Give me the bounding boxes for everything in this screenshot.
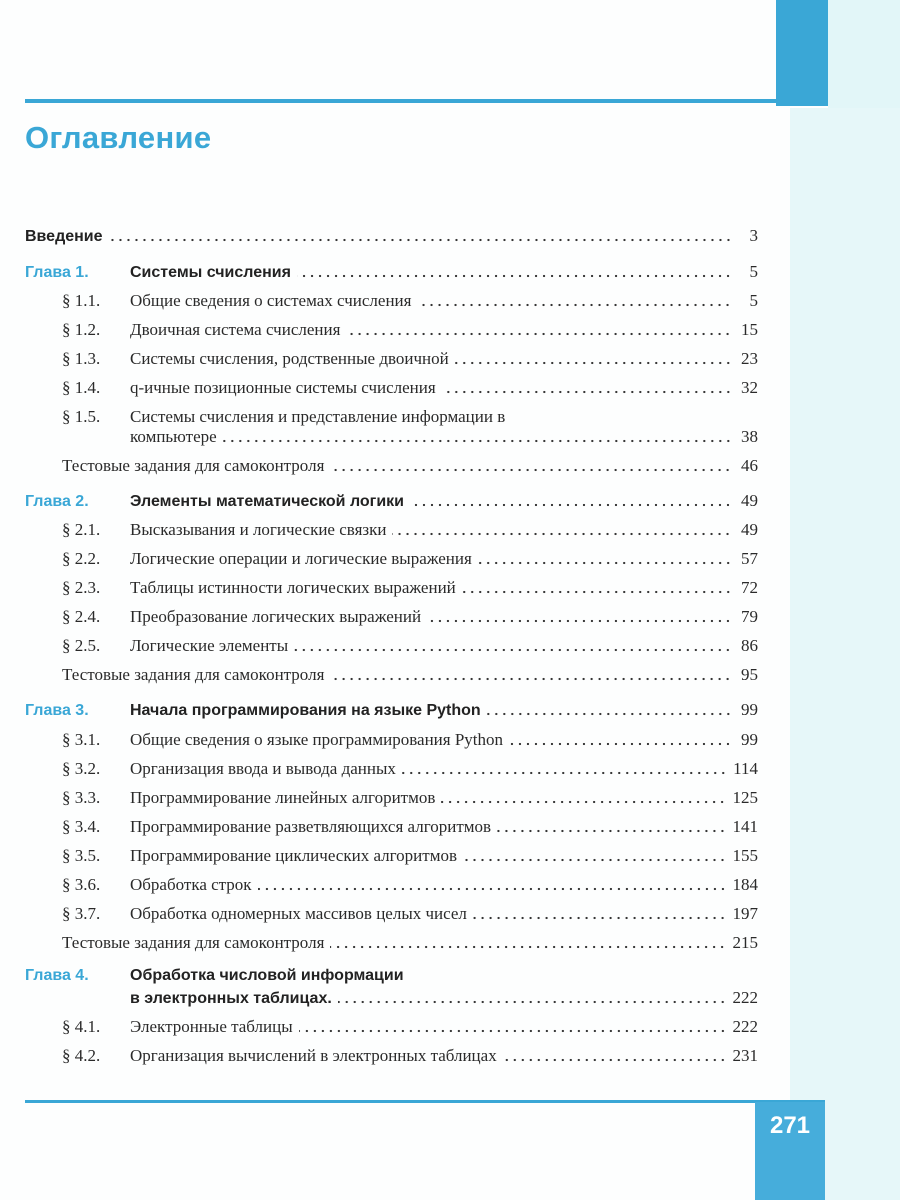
entry-label: § 2.1. xyxy=(62,520,101,539)
dot-leader xyxy=(402,771,727,775)
entry-page: 32 xyxy=(741,378,758,397)
entry-title: Программирование линейных алгоритмов xyxy=(130,788,436,807)
dot-leader xyxy=(330,468,732,472)
entry-title: Электронные таблицы xyxy=(130,1017,293,1036)
dot-leader xyxy=(487,712,732,716)
dot-leader xyxy=(441,800,726,804)
entry-page: 99 xyxy=(741,700,758,719)
toc-entry[interactable] xyxy=(25,728,758,750)
dot-leader xyxy=(497,829,726,833)
entry-title: Тестовые задания для самоконтроля xyxy=(62,456,325,475)
entry-title: Тестовые задания для самоконтроля xyxy=(62,665,325,684)
toc-entry[interactable] xyxy=(25,931,758,953)
entry-title: Введение xyxy=(25,228,103,245)
entry-label: Глава 2. xyxy=(25,493,89,510)
entry-label: § 1.4. xyxy=(62,378,101,397)
entry-title: Обработка числовой информации xyxy=(130,967,404,984)
entry-title: Логические элементы xyxy=(130,636,289,655)
entry-page: 5 xyxy=(749,291,758,310)
entry-label: § 1.2. xyxy=(62,320,101,339)
entry-page: 155 xyxy=(732,846,758,865)
dot-leader xyxy=(330,945,726,949)
dot-leader xyxy=(346,332,732,336)
entry-page: 38 xyxy=(741,427,758,446)
entry-page: 49 xyxy=(741,491,758,510)
entry-label: § 2.4. xyxy=(62,607,101,626)
entry-label: § 3.2. xyxy=(62,759,101,778)
dot-leader xyxy=(478,561,732,565)
dot-leader xyxy=(294,648,732,652)
toc-entry[interactable] xyxy=(25,489,758,511)
toc-entry[interactable] xyxy=(25,605,758,627)
entry-page: 5 xyxy=(749,262,758,281)
entry-page: 95 xyxy=(741,665,758,684)
entry-title: Общие сведения о языке программирования Python xyxy=(130,730,504,749)
toc-entry-line1[interactable] xyxy=(25,963,758,985)
entry-title: Обработка строк xyxy=(130,875,252,894)
entry-title: Программирование разветвляющихся алгоритмов xyxy=(130,817,492,836)
toc-entry[interactable] xyxy=(25,425,758,447)
dot-leader xyxy=(330,677,732,681)
entry-label: § 3.7. xyxy=(62,904,101,923)
entry-page: 197 xyxy=(732,904,758,923)
entry-title: Преобразование логических выражений xyxy=(130,607,422,626)
entry-page: 49 xyxy=(741,520,758,539)
dot-leader xyxy=(299,1029,727,1033)
toc-entry[interactable] xyxy=(25,873,758,895)
entry-page: 46 xyxy=(741,456,758,475)
entry-page: 3 xyxy=(749,226,758,245)
toc-entry[interactable] xyxy=(25,815,758,837)
entry-label: § 3.5. xyxy=(62,846,101,865)
entry-label: Глава 1. xyxy=(25,264,89,281)
entry-title: Обработка одномерных массивов целых чисел xyxy=(130,904,467,923)
entry-page: 72 xyxy=(741,578,758,597)
entry-title: q-ичные позиционные системы счисления xyxy=(130,378,436,397)
entry-title: Общие сведения о системах счисления xyxy=(130,291,412,310)
toc-entry[interactable] xyxy=(25,376,758,398)
entry-page: 86 xyxy=(741,636,758,655)
entry-title-cont: компьютере xyxy=(130,427,217,446)
bottom-rule xyxy=(25,1100,825,1103)
entry-page: 125 xyxy=(732,788,758,807)
entry-title: Программирование циклических алгоритмов xyxy=(130,846,457,865)
dot-leader xyxy=(463,858,727,862)
dot-leader xyxy=(503,1058,727,1062)
dot-leader xyxy=(455,361,732,365)
toc-entry[interactable] xyxy=(25,757,758,779)
dot-leader xyxy=(338,1000,727,1004)
entry-page: 222 xyxy=(732,1017,758,1036)
toc-entry[interactable] xyxy=(25,454,758,476)
entry-label: § 3.4. xyxy=(62,817,101,836)
toc-entry[interactable] xyxy=(25,1015,758,1037)
entry-title-cont: в электронных таблицах. xyxy=(130,990,332,1007)
entry-title: Организация ввода и вывода данных xyxy=(130,759,396,778)
toc-entry[interactable] xyxy=(25,698,758,720)
entry-label: § 4.2. xyxy=(62,1046,101,1065)
entry-label: § 2.3. xyxy=(62,578,101,597)
entry-title: Логические операции и логические выражения xyxy=(130,549,472,568)
entry-title: Тестовые задания для самоконтроля xyxy=(62,933,325,952)
header-tab xyxy=(776,0,828,106)
page-edge-band-lower xyxy=(790,108,900,1200)
entry-title: Таблицы истинности логических выражений xyxy=(130,578,456,597)
dot-leader xyxy=(462,590,732,594)
entry-page: 57 xyxy=(741,549,758,568)
top-rule xyxy=(25,99,828,103)
entry-page: 215 xyxy=(732,933,758,952)
entry-page: 141 xyxy=(732,817,758,836)
entry-page: 231 xyxy=(732,1046,758,1065)
toc-entry[interactable] xyxy=(25,663,758,685)
entry-label: § 3.3. xyxy=(62,788,101,807)
entry-page: 23 xyxy=(741,349,758,368)
toc-entry[interactable] xyxy=(25,318,758,340)
toc-entry[interactable] xyxy=(25,347,758,369)
entry-title: Системы счисления xyxy=(130,264,291,281)
entry-label: Глава 3. xyxy=(25,702,89,719)
entry-page: 79 xyxy=(741,607,758,626)
dot-leader xyxy=(509,742,732,746)
entry-label: § 4.1. xyxy=(62,1017,101,1036)
toc-entry[interactable] xyxy=(25,634,758,656)
toc-entry[interactable] xyxy=(25,289,758,311)
dot-leader xyxy=(223,439,732,443)
toc-entry[interactable] xyxy=(25,547,758,569)
entry-page: 99 xyxy=(741,730,758,749)
dot-leader xyxy=(473,916,727,920)
page-number: 271 xyxy=(769,1112,811,1139)
entry-label: § 3.6. xyxy=(62,875,101,894)
toc-entry-line1[interactable] xyxy=(25,405,758,427)
toc-entry[interactable] xyxy=(25,986,758,1008)
toc-entry[interactable] xyxy=(25,224,758,246)
entry-page: 184 xyxy=(732,875,758,894)
entry-title: Высказывания и логические связки xyxy=(130,520,387,539)
entry-page: 114 xyxy=(733,759,758,778)
entry-title: Организация вычислений в электронных таблицах xyxy=(130,1046,497,1065)
entry-title: Элементы математической логики xyxy=(130,493,405,510)
page-title: Оглавление xyxy=(25,120,212,155)
entry-label: § 1.3. xyxy=(62,349,101,368)
toc-entry[interactable] xyxy=(25,844,758,866)
entry-label: § 1.1. xyxy=(62,291,101,310)
entry-title: Системы счисления и представление информации в xyxy=(130,407,506,426)
toc-entry[interactable] xyxy=(25,260,758,282)
dot-leader xyxy=(109,238,732,242)
toc-entry[interactable] xyxy=(25,902,758,924)
entry-title: Двоичная система счисления xyxy=(130,320,341,339)
dot-leader xyxy=(417,303,732,307)
entry-label: Глава 4. xyxy=(25,967,89,984)
entry-page: 15 xyxy=(741,320,758,339)
entry-label: § 1.5. xyxy=(62,407,101,426)
entry-title: Системы счисления, родственные двоичной xyxy=(130,349,449,368)
dot-leader xyxy=(297,274,732,278)
toc-entry[interactable] xyxy=(25,518,758,540)
dot-leader xyxy=(442,390,732,394)
entry-label: § 2.5. xyxy=(62,636,101,655)
toc-entry[interactable] xyxy=(25,1044,758,1066)
dot-leader xyxy=(392,532,732,536)
entry-title: Начала программирования на языке Python xyxy=(130,702,481,719)
entry-label: § 3.1. xyxy=(62,730,101,749)
dot-leader xyxy=(258,887,727,891)
dot-leader xyxy=(427,619,732,623)
dot-leader xyxy=(410,503,732,507)
entry-label: § 2.2. xyxy=(62,549,101,568)
entry-page: 222 xyxy=(732,988,758,1007)
toc-entry[interactable] xyxy=(25,786,758,808)
toc-entry[interactable] xyxy=(25,576,758,598)
